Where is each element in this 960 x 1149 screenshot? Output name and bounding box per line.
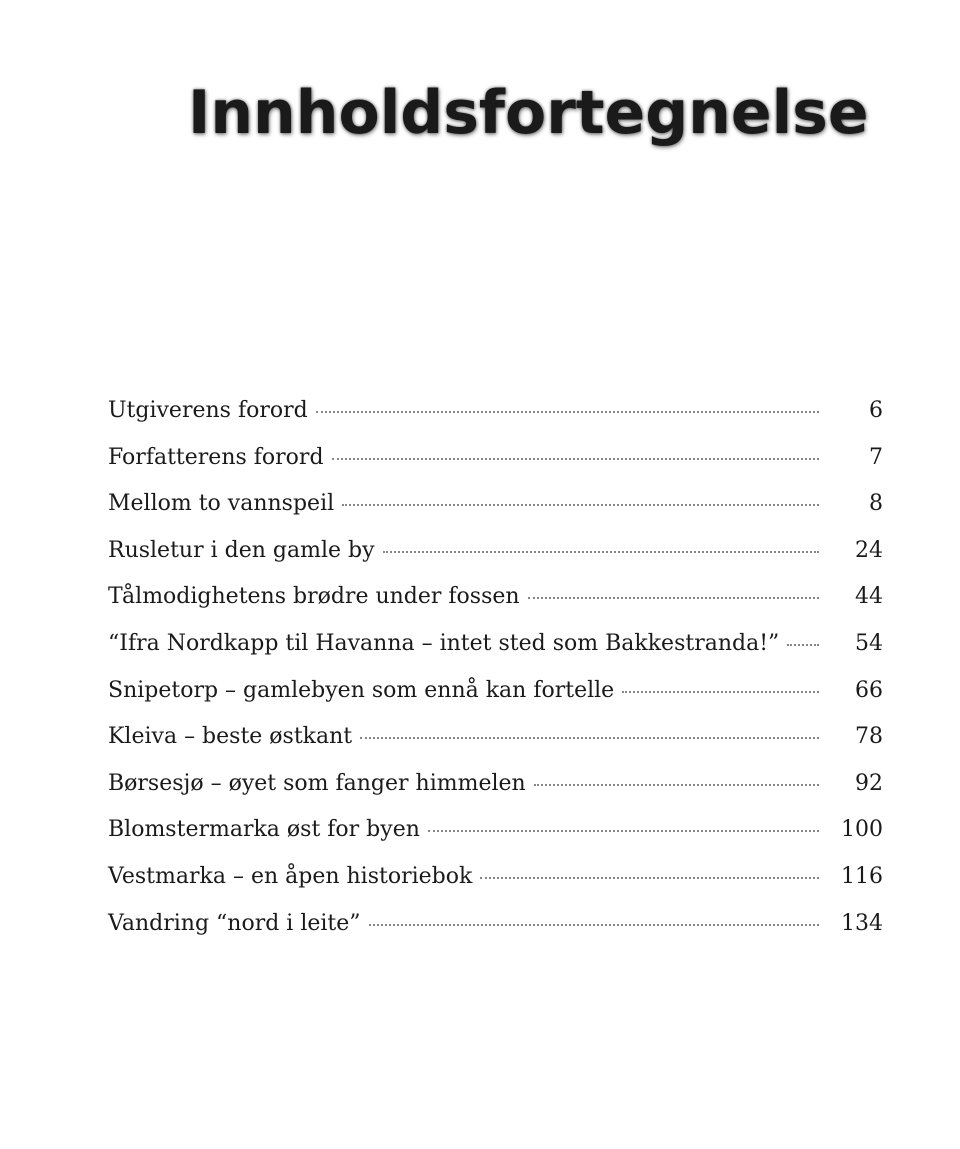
toc-entry-page: 134 — [841, 910, 883, 936]
dot-leader — [534, 784, 819, 786]
toc-entry-page: 24 — [855, 537, 883, 563]
toc-entry-page: 78 — [855, 724, 883, 750]
dot-leader — [622, 691, 819, 693]
toc-entry-page: 7 — [869, 444, 883, 470]
toc-entry-page: 92 — [855, 770, 883, 796]
dot-leader — [360, 737, 819, 739]
toc-entry-title: Tålmodighetens brødre under fossen — [108, 584, 520, 610]
toc-entry[interactable] — [108, 491, 883, 538]
toc-entry-title: Blomstermarka øst for byen — [108, 817, 420, 843]
dot-leader — [332, 458, 819, 460]
toc-entry-page: 6 — [869, 398, 883, 423]
toc-entry-page: 100 — [841, 817, 883, 843]
toc-entry-page: 8 — [869, 491, 883, 517]
toc-entry[interactable] — [108, 631, 883, 678]
dot-leader — [428, 830, 819, 832]
toc-entry-title: “Ifra Nordkapp til Havanna – intet sted som Bakkestranda!” — [108, 630, 780, 656]
dot-leader — [787, 644, 819, 646]
dot-leader — [480, 877, 819, 879]
toc-entry-title: Børsesjø – øyet som fanger himmelen — [108, 770, 526, 796]
toc-entry-title: Rusletur i den gamle by — [108, 537, 375, 563]
toc-entry[interactable] — [108, 817, 883, 864]
toc-entry[interactable] — [108, 911, 883, 958]
toc-entry[interactable] — [108, 771, 883, 818]
toc-entry-title: Vandring “nord i leite” — [108, 910, 361, 936]
toc-entry-title: Snipetorp – gamlebyen som ennå kan fortelle — [108, 677, 615, 703]
toc-entry-title: Mellom to vannspeil — [108, 491, 335, 517]
toc-entry-title: Vestmarka – en åpen historiebok — [108, 863, 473, 889]
toc-entry-page: 44 — [855, 584, 883, 610]
toc-entry-title: Kleiva – beste østkant — [108, 724, 353, 750]
toc-entry-page: 116 — [841, 863, 883, 889]
toc-entry[interactable] — [108, 678, 883, 725]
toc-entry-title: Utgiverens forord — [108, 398, 308, 423]
table-of-contents — [108, 398, 883, 957]
dot-leader — [528, 597, 819, 599]
toc-entry[interactable] — [108, 398, 883, 445]
page-title: Innholdsfortegnelse — [188, 78, 869, 148]
toc-entry[interactable] — [108, 445, 883, 492]
toc-entry-page: 66 — [855, 677, 883, 703]
dot-leader — [342, 504, 819, 506]
toc-entry-page: 54 — [855, 630, 883, 656]
dot-leader — [316, 411, 819, 413]
toc-entry[interactable] — [108, 864, 883, 911]
dot-leader — [383, 551, 819, 553]
toc-entry[interactable] — [108, 724, 883, 771]
toc-entry-title: Forfatterens forord — [108, 444, 324, 470]
toc-entry[interactable] — [108, 584, 883, 631]
toc-entry[interactable] — [108, 538, 883, 585]
dot-leader — [369, 924, 819, 926]
